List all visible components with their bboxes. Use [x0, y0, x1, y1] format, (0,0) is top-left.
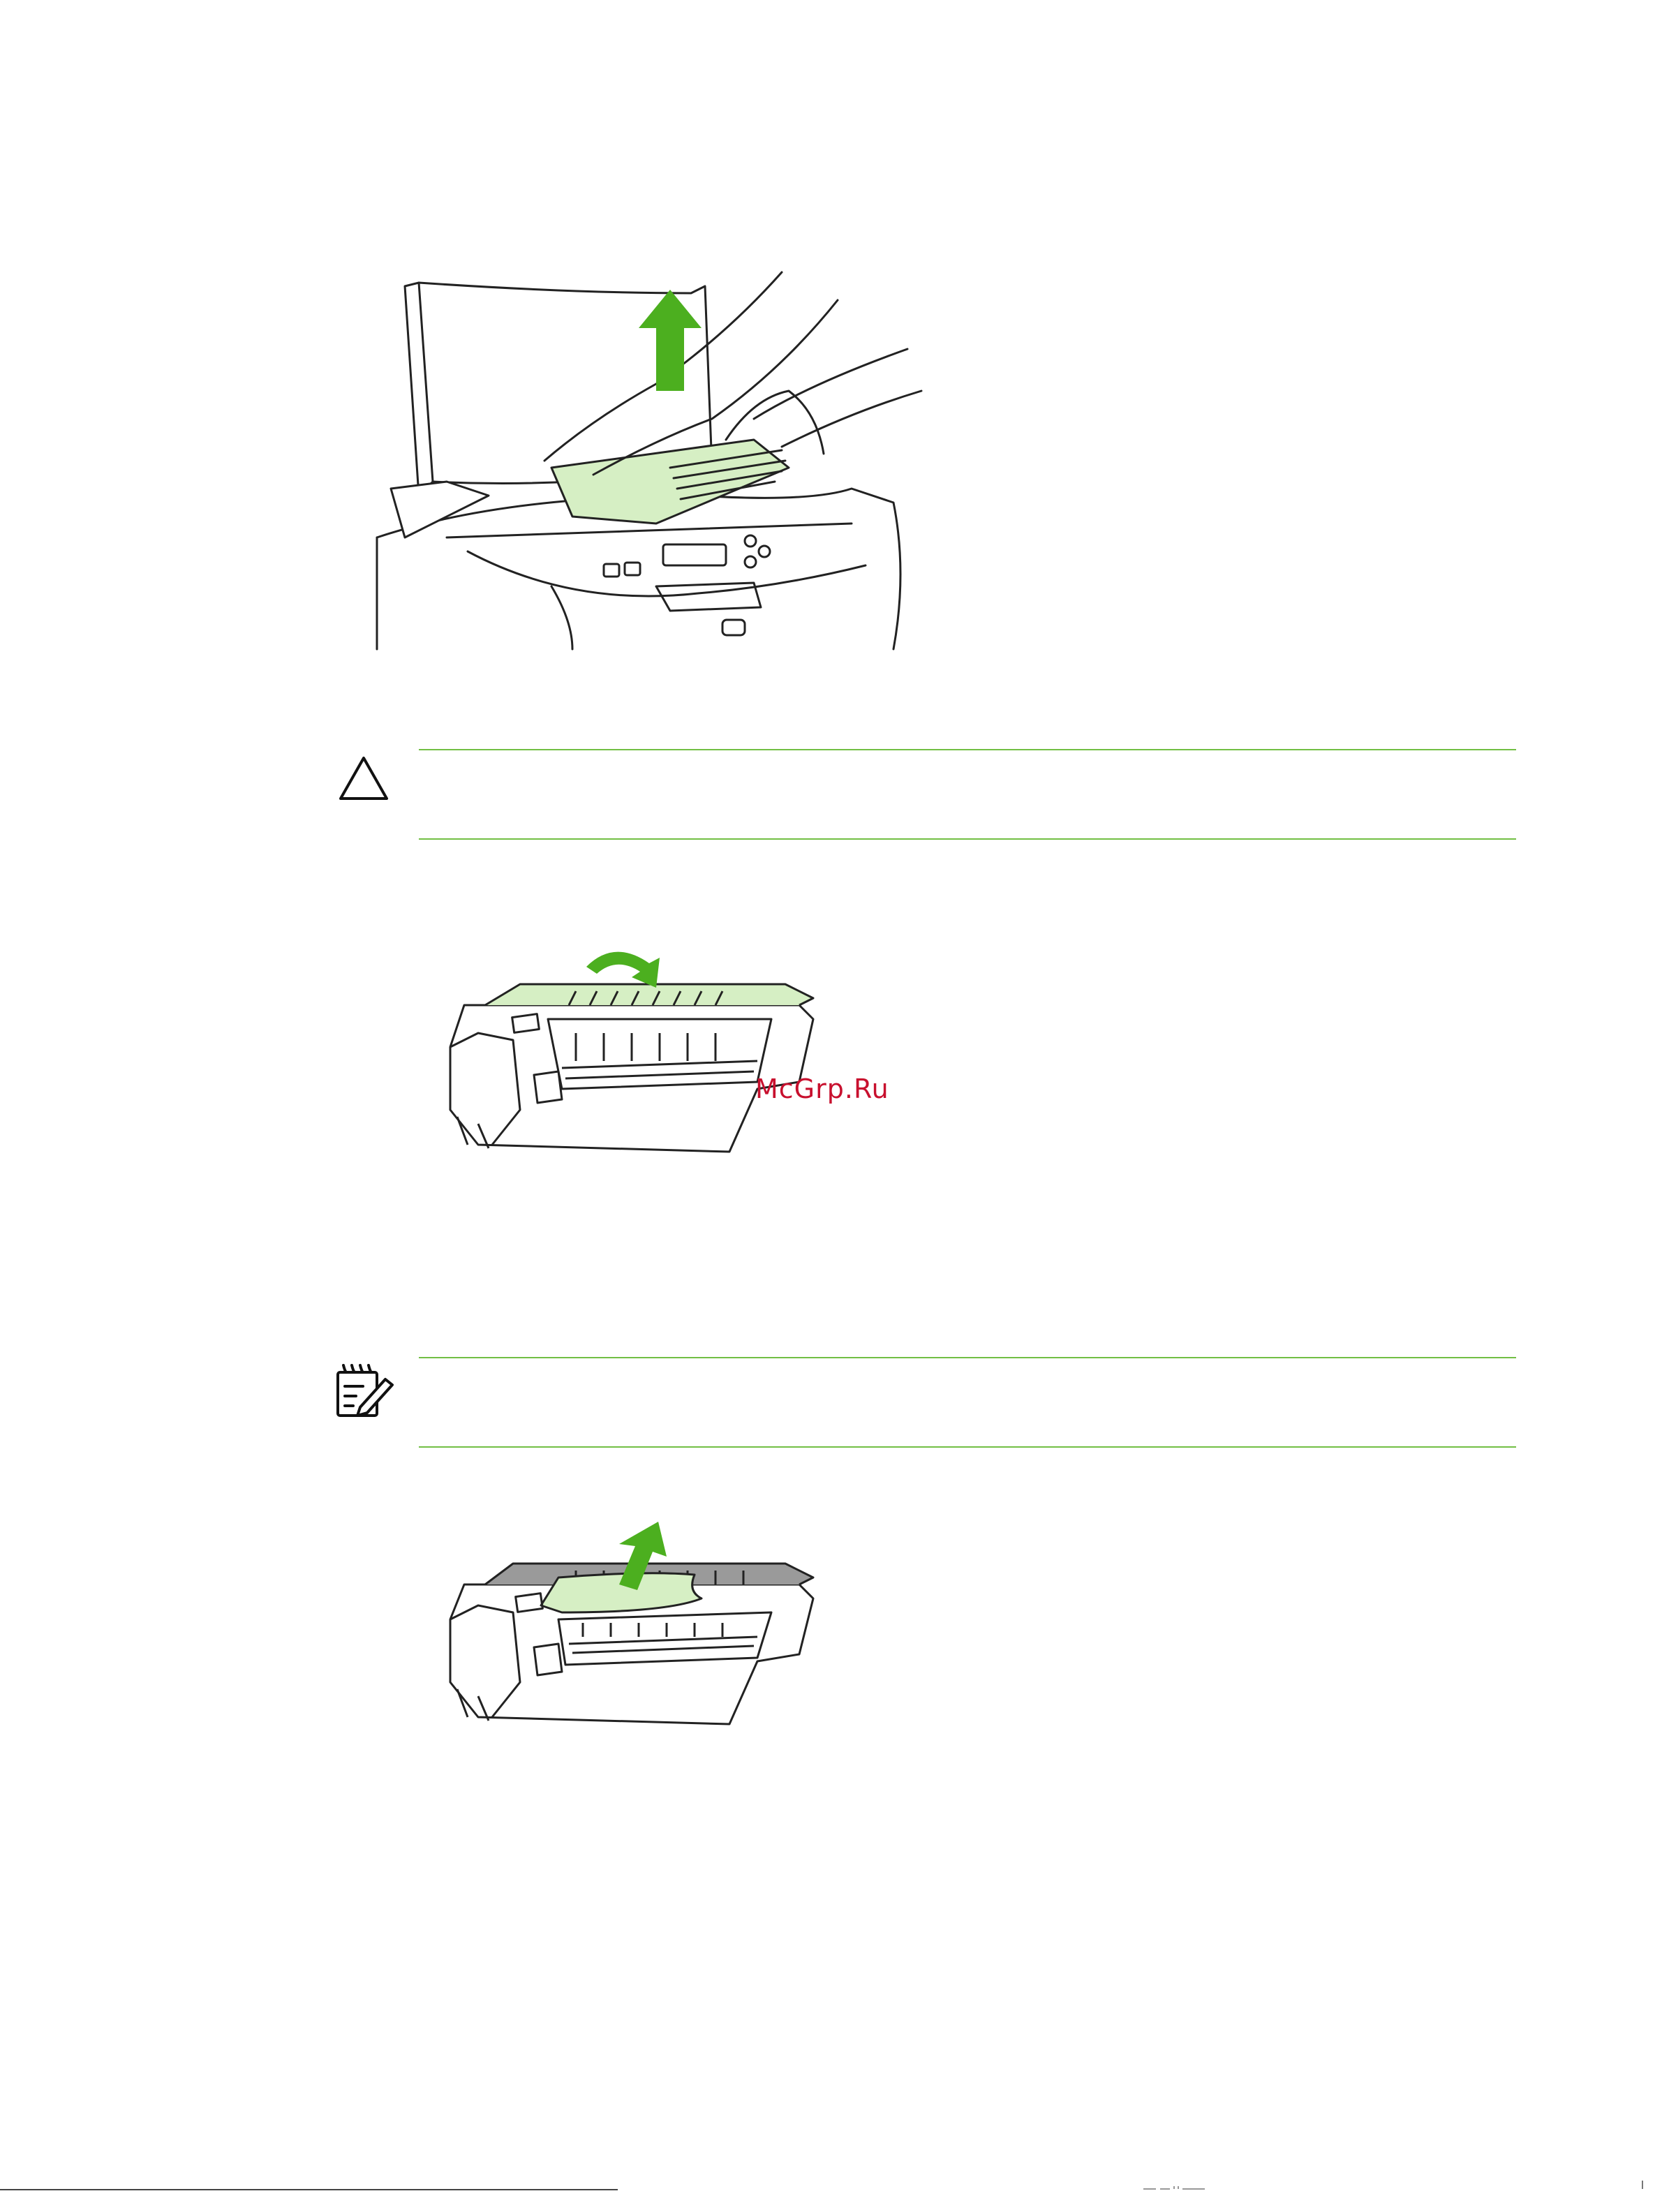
- note-top-rule: [419, 1357, 1516, 1358]
- caution-bottom-rule: [419, 838, 1516, 840]
- fuser-paper-removal-illustration: [436, 1508, 827, 1752]
- note-icon: [335, 1363, 395, 1420]
- caution-top-rule: [419, 749, 1516, 750]
- footer-tick: [1642, 2181, 1643, 2189]
- footer-rule: [0, 2189, 618, 2190]
- note-bottom-rule: [419, 1446, 1516, 1448]
- footer-marker: [1142, 2183, 1206, 2190]
- watermark-text: McGrp.Ru: [755, 1074, 889, 1104]
- fuser-lever-open-illustration: [436, 942, 827, 1180]
- printer-fuser-removal-illustration: [363, 258, 935, 656]
- caution-icon: [338, 755, 389, 801]
